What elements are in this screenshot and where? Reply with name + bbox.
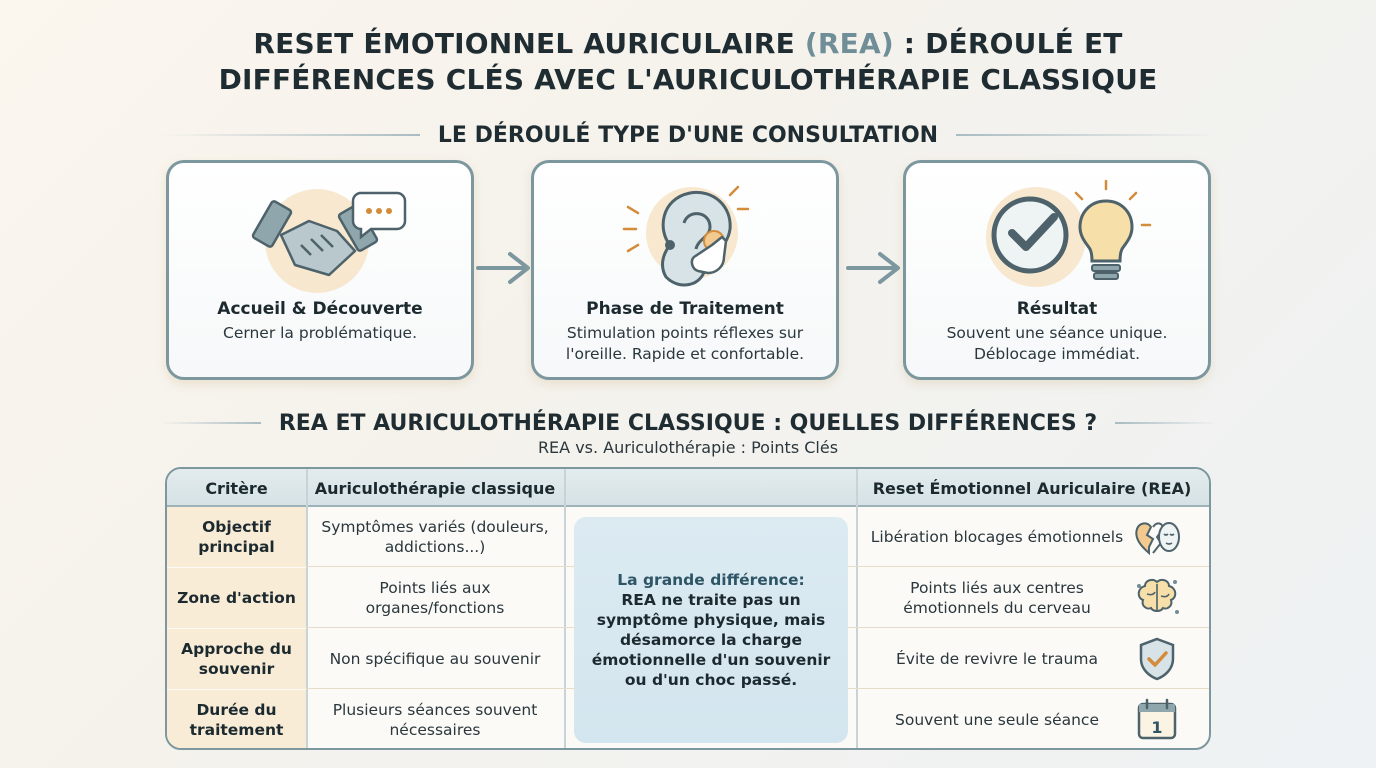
step-card-traitement <box>531 160 839 380</box>
rea-cell: Points liés aux centres émotionnels du cerveau <box>903 579 1091 617</box>
rea-cell: Souvent une seule séance <box>895 711 1099 729</box>
criterion-cell: Durée du traitement <box>167 690 306 750</box>
rea-cell: Évite de revivre le trauma <box>896 650 1098 668</box>
ear-touch-icon <box>534 173 842 303</box>
step-title: Résultat <box>1016 299 1098 319</box>
section-subtitle: REA vs. Auriculothérapie : Points Clés <box>537 438 839 457</box>
step-title: Accueil & Découverte <box>217 299 423 319</box>
step-description: Cerner la problématique. <box>223 324 417 342</box>
arrow-right-icon <box>476 246 536 290</box>
key-difference-box <box>574 517 848 743</box>
brain-icon <box>1133 574 1181 622</box>
step-card-resultat <box>903 160 1211 380</box>
classic-cell: Plusieurs séances souvent nécessaires <box>332 701 538 739</box>
header-critere: Critère <box>205 478 268 498</box>
table-header <box>167 469 1209 507</box>
arrow-right-icon <box>846 246 906 290</box>
page-title: RESET ÉMOTIONNEL AURICULAIRE (REA) : DÉROULÉ ET DIFFÉRENCES CLÉS AVEC L'AURICULOTHÉRAPIE CLASSIQUE <box>218 27 1158 96</box>
classic-cell: Non spécifique au souvenir <box>329 650 541 668</box>
handshake-icon <box>169 173 477 303</box>
criterion-cell: Objectif principal <box>167 507 306 567</box>
comparison-table <box>165 467 1211 750</box>
header-middle <box>564 469 856 507</box>
key-difference-body: REA ne traite pas un symptôme physique, mais désamorce la charge émotionnelle d'un souvenir ou d'un choc passé. <box>591 591 831 689</box>
broken-heart-mask-icon <box>1133 513 1181 561</box>
header-classique: Auriculothérapie classique <box>314 478 556 498</box>
key-difference-title: La grande différence: <box>617 571 805 589</box>
check-lightbulb-icon <box>906 173 1214 303</box>
calendar-icon <box>1133 696 1181 744</box>
criterion-cell: Zone d'action <box>167 568 306 628</box>
step-description: Souvent une séance unique. Déblocage immédiat. <box>946 324 1168 363</box>
classic-cell: Points liés aux organes/fonctions <box>365 579 505 617</box>
step-title: Phase de Traitement <box>586 299 784 319</box>
step-card-accueil <box>166 160 474 380</box>
calendar-day: 1 <box>1151 718 1163 737</box>
classic-cell: Symptômes variés (douleurs, addictions...) <box>321 518 549 556</box>
section-heading-differences: REA ET AURICULOTHÉRAPIE CLASSIQUE : QUELLES DIFFÉRENCES ? <box>160 408 1216 438</box>
criterion-cell: Approche du souvenir <box>167 629 306 689</box>
section-heading-consultation: LE DÉROULÉ TYPE D'UNE CONSULTATION <box>160 120 1216 150</box>
step-description: Stimulation points réflexes sur l'oreille. Rapide et confortable. <box>565 324 805 363</box>
shield-check-icon <box>1133 635 1181 683</box>
rea-cell: Libération blocages émotionnels <box>870 528 1124 546</box>
header-rea: Reset Émotionnel Auriculaire (REA) <box>872 478 1192 498</box>
